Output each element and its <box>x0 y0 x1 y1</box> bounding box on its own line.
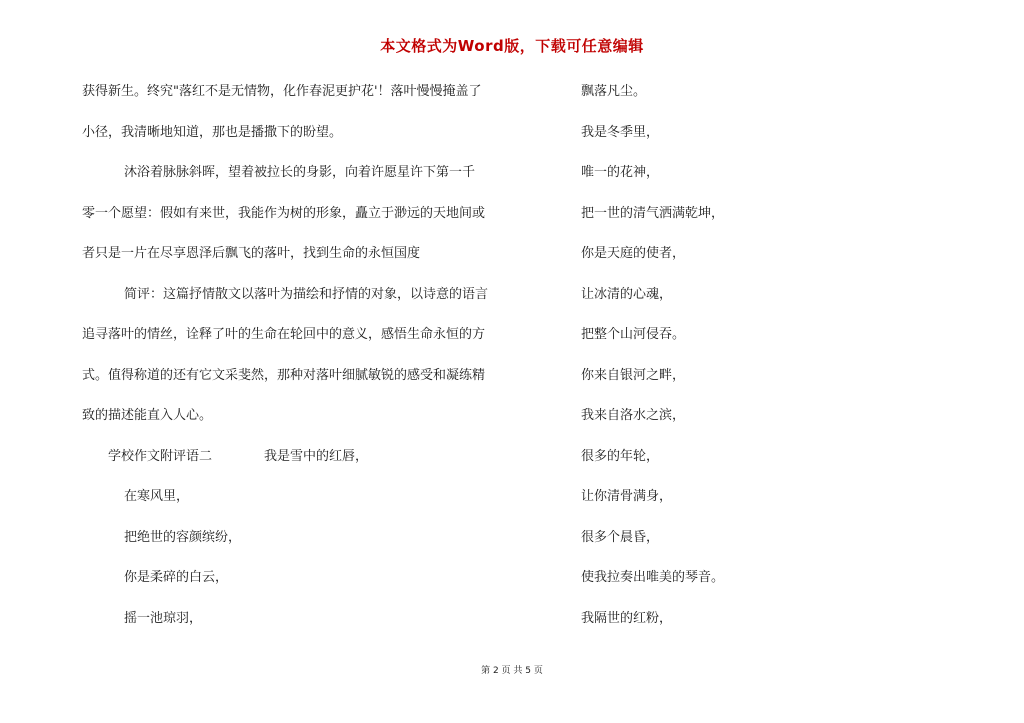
poem-line: 你是柔碎的白云， <box>124 570 229 585</box>
document-header: 本文格式为Word版，下载可任意编辑 <box>380 37 644 55</box>
poem-line: 我来自洛水之滨， <box>581 408 686 423</box>
poem-line: 你是天庭的使者， <box>581 246 686 261</box>
paragraph-line: 者只是一片在尽享恩泽后飘飞的落叶，找到生命的永恒国度 <box>82 246 421 261</box>
poem-line: 把整个山河侵吞。 <box>581 327 686 342</box>
poem-line: 在寒风里， <box>124 489 190 504</box>
poem-line: 把绝世的容颜缤纷， <box>124 529 242 545</box>
poem-line: 飘落凡尘。 <box>581 84 647 99</box>
poem-line: 很多个晨昏， <box>581 529 660 545</box>
section-title: 学校作文附评语二 <box>108 448 213 464</box>
poem-line: 唯一的花神， <box>581 165 660 180</box>
paragraph-line: 沐浴着脉脉斜晖，望着被拉长的身影，向着许愿星许下第一千 <box>124 165 476 180</box>
poem-line: 让冰清的心魂， <box>581 286 673 302</box>
commentary-line: 追寻落叶的情丝，诠释了叶的生命在轮回中的意义，感悟生命永恒的方 <box>82 327 486 342</box>
paragraph-line: 小径，我清晰地知道，那也是播撒下的盼望。 <box>82 124 343 140</box>
section-heading-row <box>82 447 512 488</box>
page-number: 第 2 页 共 5 页 <box>481 666 543 676</box>
commentary-line: 简评：这篇抒情散文以落叶为描绘和抒情的对象，以诗意的语言 <box>124 286 489 302</box>
paragraph-line: 获得新生。终究"落红不是无情物，化作春泥更护花'！落叶慢慢掩盖了 <box>82 84 482 99</box>
commentary-line: 式。值得称道的还有它文采斐然，那种对落叶细腻敏锐的感受和凝练精 <box>82 367 486 383</box>
paragraph-line: 零一个愿望：假如有来世，我能作为树的形象，矗立于渺远的天地间或 <box>82 205 486 221</box>
poem-line: 你来自银河之畔， <box>581 367 686 383</box>
poem-line: 使我拉奏出唯美的琴音。 <box>581 570 725 585</box>
poem-line: 我是冬季里， <box>581 124 660 140</box>
commentary-line: 致的描述能直入人心。 <box>82 408 213 423</box>
poem-line: 摇一池琼羽， <box>124 610 203 626</box>
right-column <box>581 82 781 649</box>
left-column <box>82 82 512 649</box>
poem-line: 很多的年轮， <box>581 448 660 464</box>
poem-line: 把一世的清气洒满乾坤， <box>581 205 725 221</box>
poem-line: 让你清骨满身， <box>581 489 673 504</box>
poem-line: 我隔世的红粉， <box>581 610 673 626</box>
poem-line: 我是雪中的红唇， <box>264 448 369 464</box>
